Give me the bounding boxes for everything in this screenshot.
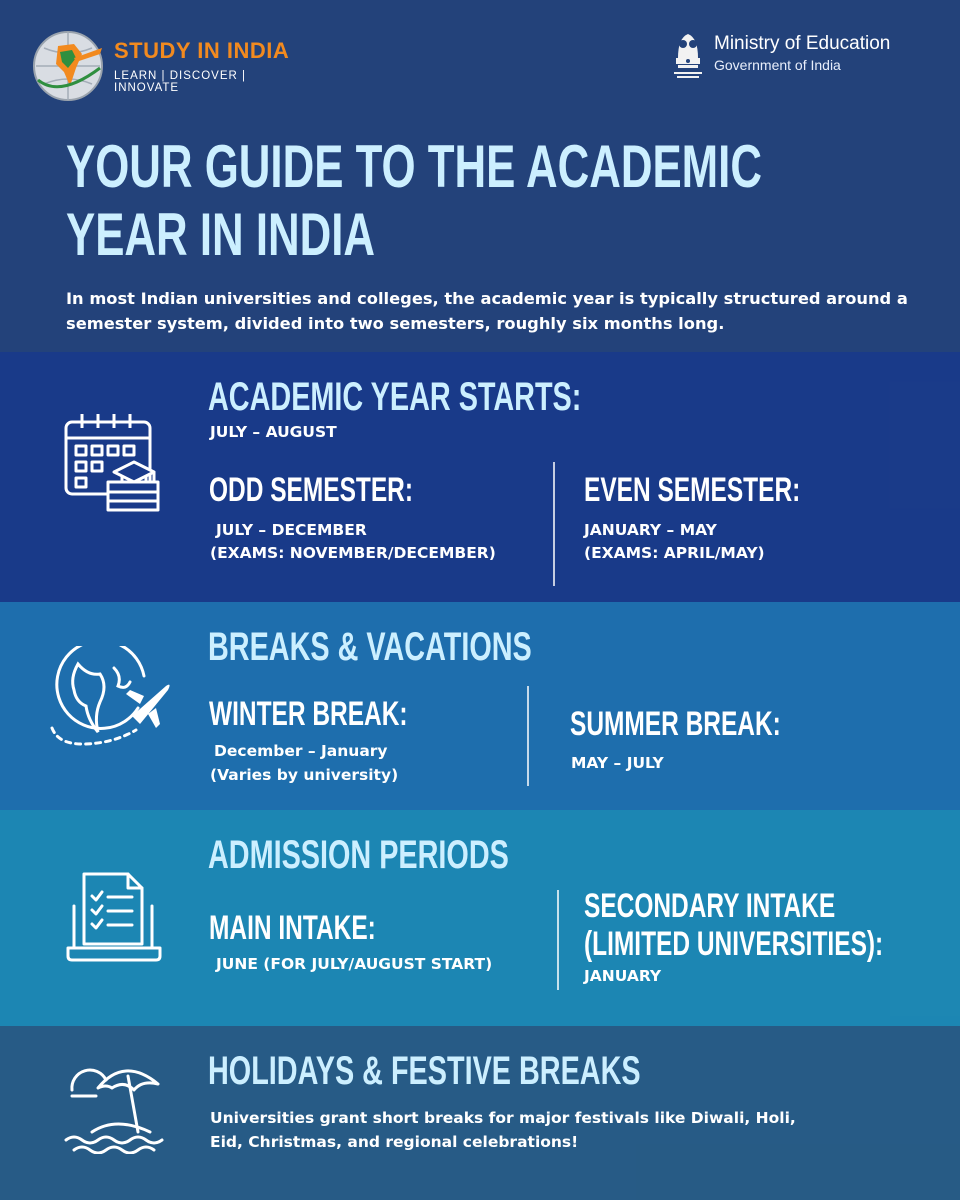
- even-semester-title: EVEN SEMESTER:: [584, 471, 801, 509]
- ministry-name: Ministry of Education: [714, 33, 891, 54]
- section-admission: [0, 810, 960, 1026]
- secondary-intake-title-line2: (LIMITED UNIVERSITIES):: [584, 925, 884, 963]
- globe-airplane-icon: [48, 646, 174, 750]
- intro-text: In most Indian universities and colleges, the academic year is typically structured around a semester system, divided into two semesters, roughly six months long.: [66, 289, 908, 333]
- even-semester-exams: (EXAMS: APRIL/MAY): [584, 544, 765, 562]
- admission-divider: [557, 890, 559, 990]
- page-title-line2: YEAR IN INDIA: [66, 201, 376, 268]
- laptop-checklist-icon: [64, 866, 164, 966]
- page-title-line1: YOUR GUIDE TO THE ACADEMIC: [66, 133, 762, 200]
- section-academic-year: [0, 352, 960, 602]
- main-intake-dates: JUNE (FOR JULY/AUGUST START): [216, 955, 493, 973]
- globe-logo-icon: [30, 28, 106, 104]
- page-title: [66, 133, 960, 269]
- winter-break-note: (Varies by university): [210, 766, 399, 784]
- winter-break-title: WINTER BREAK:: [209, 695, 408, 733]
- secondary-intake-dates: JANUARY: [584, 967, 662, 985]
- breaks-heading: BREAKS & VACATIONS: [208, 625, 532, 669]
- admission-heading: ADMISSION PERIODS: [208, 833, 509, 877]
- breaks-divider: [527, 686, 529, 786]
- ministry-logo[interactable]: [668, 28, 938, 88]
- brand-tagline: LEARN | DISCOVER | INNOVATE: [114, 70, 246, 94]
- holidays-heading: HOLIDAYS & FESTIVE BREAKS: [208, 1049, 641, 1093]
- odd-semester-title: ODD SEMESTER:: [209, 471, 414, 509]
- academic-starts: JULY – AUGUST: [210, 423, 337, 441]
- beach-umbrella-icon: [62, 1050, 168, 1154]
- odd-semester-exams: (EXAMS: NOVEMBER/DECEMBER): [210, 544, 496, 562]
- state-emblem-icon: [668, 28, 708, 80]
- brand-name: STUDY IN INDIA: [114, 38, 290, 63]
- section-holidays: [0, 1026, 960, 1200]
- holidays-text-line1: Universities grant short breaks for major festivals like Diwali, Holi,: [210, 1109, 796, 1127]
- academic-divider: [553, 462, 555, 586]
- ministry-subtitle: Government of India: [714, 57, 841, 73]
- holidays-text-line2: Eid, Christmas, and regional celebrations!: [210, 1133, 579, 1151]
- summer-break-dates: MAY – JULY: [571, 754, 664, 772]
- secondary-intake-title-line1: SECONDARY INTAKE: [584, 887, 836, 925]
- summer-break-title: SUMMER BREAK:: [570, 705, 781, 743]
- winter-break-dates: December – January: [214, 742, 388, 760]
- study-in-india-logo[interactable]: [30, 28, 290, 108]
- section-breaks: [0, 602, 960, 810]
- academic-heading: ACADEMIC YEAR STARTS:: [208, 375, 582, 419]
- main-intake-title: MAIN INTAKE:: [209, 909, 376, 947]
- calendar-graduation-icon: [62, 412, 166, 516]
- odd-semester-dates: JULY – DECEMBER: [216, 521, 367, 539]
- even-semester-dates: JANUARY – MAY: [584, 521, 717, 539]
